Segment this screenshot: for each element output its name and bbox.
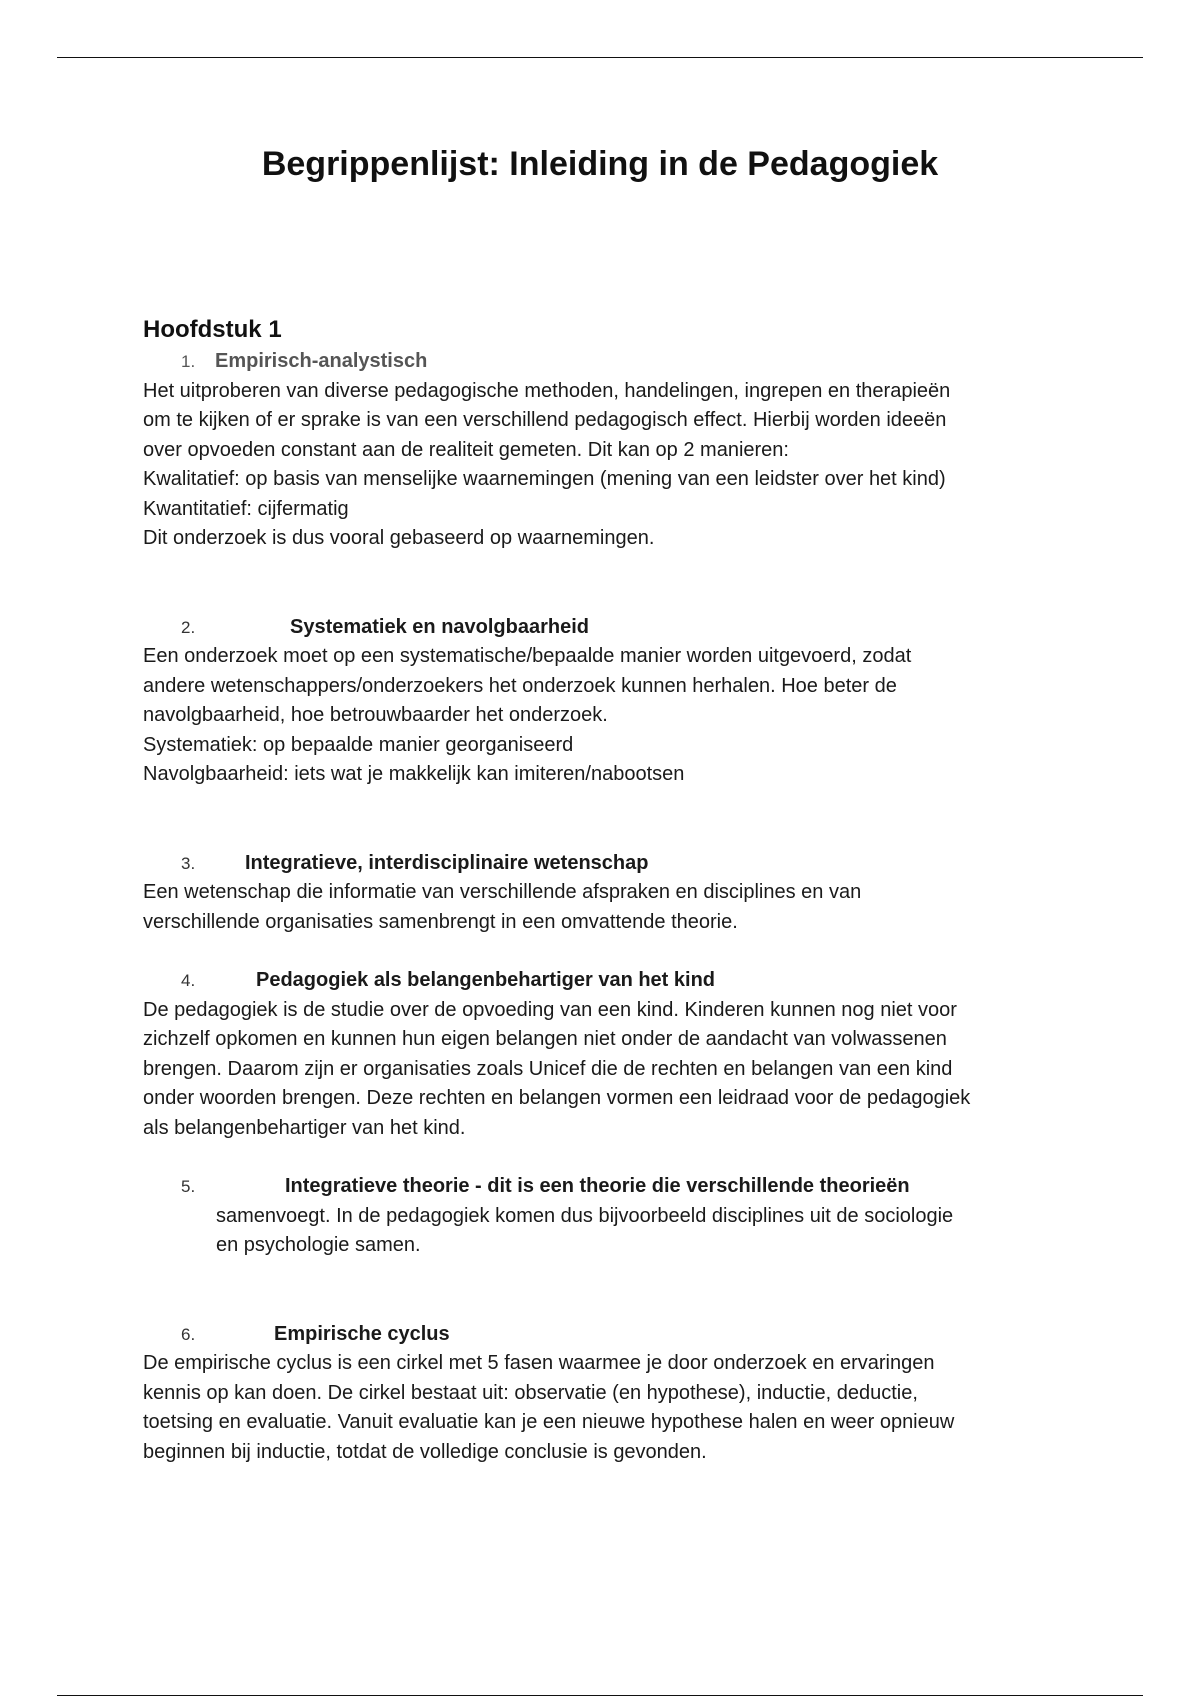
term-heading [143, 613, 1073, 643]
term-2 [143, 613, 1073, 790]
body-line: samenvoegt. In de pedagogiek komen dus bijvoorbeeld disciplines uit de sociologie [216, 1204, 954, 1227]
term-heading [143, 849, 1073, 879]
term-number: 2. [181, 617, 196, 637]
term-title: Systematiek en navolgbaarheid [290, 615, 590, 638]
body-line: Een onderzoek moet op een systematische/bepaalde manier worden uitgevoerd, zodat [143, 645, 912, 667]
term-number: 1. [181, 352, 196, 371]
body-line: Navolgbaarheid: iets wat je makkelijk kan imiteren/nabootsen [143, 763, 685, 785]
body-line: als belangenbehartiger van het kind. [143, 1116, 466, 1139]
term-number: 3. [181, 853, 196, 873]
spacer [143, 790, 1073, 849]
term-1 [143, 347, 1073, 554]
spacer [143, 554, 1073, 613]
document-title: Begrippenlijst: Inleiding in de Pedagogiek [261, 145, 939, 183]
body-line: Het uitproberen van diverse pedagogische methoden, handelingen, ingrepen en therapieën [143, 379, 951, 402]
body-line: Kwalitatief: op basis van menselijke waarnemingen (mening van een leidster over het kind) [143, 468, 946, 490]
document-body [143, 313, 1073, 1467]
body-line: toetsing en evaluatie. Vanuit evaluatie kan je een nieuwe hypothese halen en weer opnieuw [143, 1411, 955, 1433]
term-title: Pedagogiek als belangenbehartiger van het kind [256, 969, 716, 991]
term-title: Empirische cyclus [274, 1322, 450, 1345]
chapter-heading: Hoofdstuk 1 [143, 316, 282, 343]
footer-rule [57, 1695, 1143, 1696]
body-line: zichzelf opkomen en kunnen hun eigen belangen niet onder de aandacht van volwassenen [143, 1028, 947, 1050]
term-heading [143, 1172, 1073, 1202]
body-line: andere wetenschappers/onderzoekers het onderzoek kunnen herhalen. Hoe beter de [143, 674, 897, 697]
term-heading [143, 347, 1073, 377]
body-line: brengen. Daarom zijn er organisaties zoals Unicef die de rechten en belangen van een kind [143, 1057, 953, 1080]
body-line: Kwantitatief: cijfermatig [143, 497, 349, 520]
body-line: Een wetenschap die informatie van verschillende afspraken en disciplines en van [143, 881, 862, 903]
term-title: Empirisch-analystisch [215, 350, 428, 372]
body-line: onder woorden brengen. Deze rechten en belangen vormen een leidraad voor de pedagogiek [143, 1087, 971, 1109]
term-number: 4. [181, 971, 196, 990]
header-rule [57, 57, 1143, 58]
body-line: en psychologie samen. [216, 1234, 421, 1256]
term-title: Integratieve, interdisciplinaire wetenschap [245, 851, 649, 874]
term-6 [143, 1320, 1073, 1468]
term-number: 5. [181, 1177, 196, 1196]
term-4 [143, 966, 1073, 1143]
body-line: De pedagogiek is de studie over de opvoeding van een kind. Kinderen kunnen nog niet voor [143, 998, 957, 1021]
body-line: over opvoeden constant aan de realiteit gemeten. Dit kan op 2 manieren: [143, 438, 789, 461]
term-heading [143, 966, 1073, 996]
body-line: beginnen bij inductie, totdat de volledige conclusie is gevonden. [143, 1440, 707, 1463]
body-line: navolgbaarheid, hoe betrouwbaarder het onderzoek. [143, 704, 608, 726]
term-number: 6. [181, 1324, 196, 1344]
spacer [143, 937, 1073, 966]
body-line: verschillende organisaties samenbrengt in een omvattende theorie. [143, 910, 738, 933]
spacer [143, 1261, 1073, 1320]
term-title: Integratieve theorie - dit is een theorie die verschillende theorieën [285, 1175, 910, 1197]
spacer [143, 1143, 1073, 1172]
term-3 [143, 849, 1073, 938]
term-5 [143, 1172, 1073, 1261]
body-line: kennis op kan doen. De cirkel bestaat uit: observatie (en hypothese), inductie, deductie, [143, 1381, 918, 1404]
body-line: om te kijken of er sprake is van een verschillend pedagogisch effect. Hierbij worden ideeën [143, 409, 947, 431]
body-line: De empirische cyclus is een cirkel met 5 fasen waarmee je door onderzoek en ervaringen [143, 1352, 935, 1374]
body-line: Systematiek: op bepaalde manier georganiseerd [143, 733, 574, 756]
body-line: Dit onderzoek is dus vooral gebaseerd op waarnemingen. [143, 527, 655, 549]
term-heading [143, 1320, 1073, 1350]
